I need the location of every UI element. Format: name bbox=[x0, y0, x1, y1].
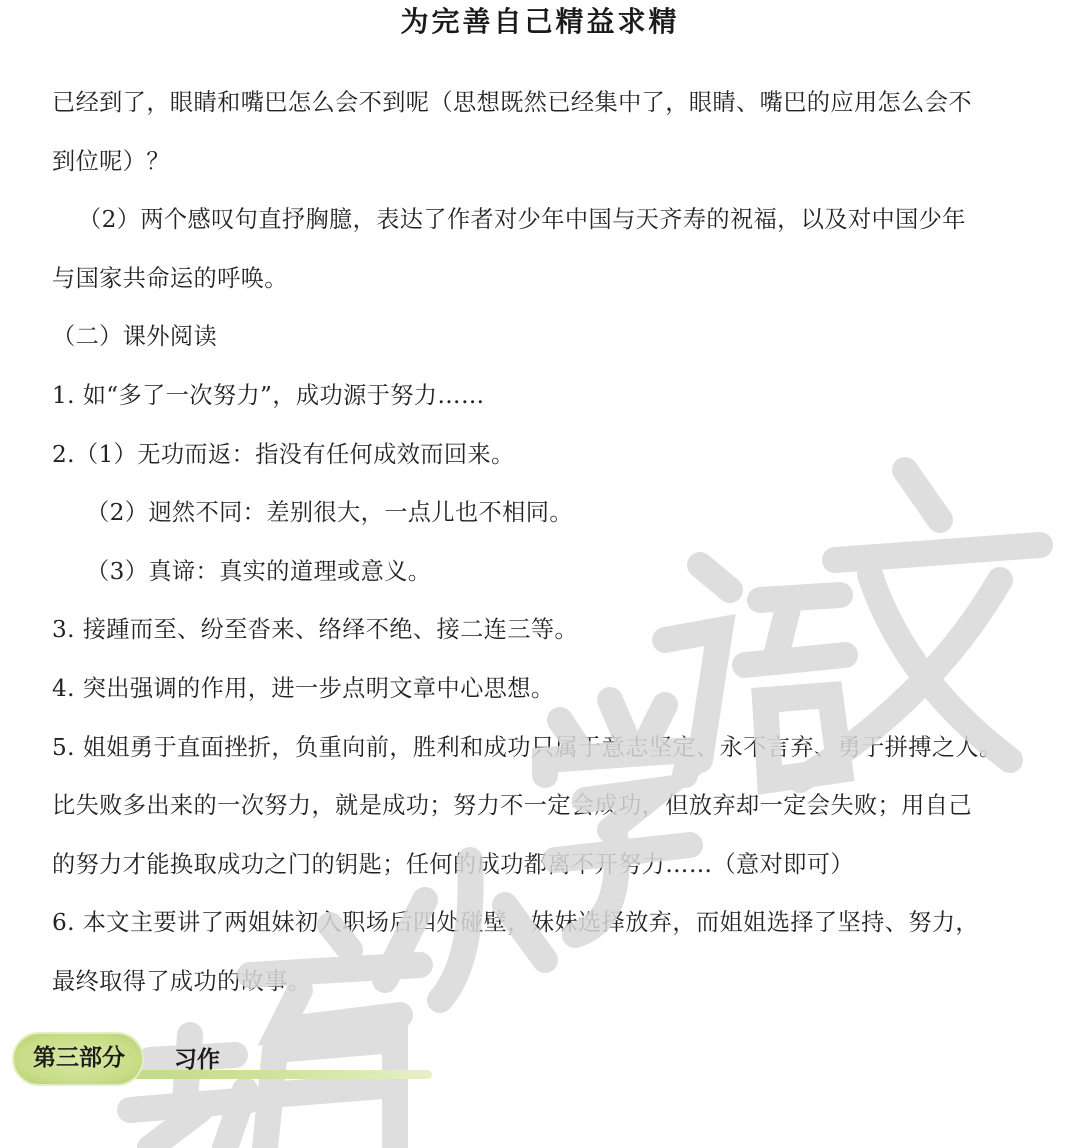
section-badge-label: 第三部分 bbox=[33, 1045, 125, 1071]
text-line: 最终取得了成功的故事。 bbox=[52, 967, 312, 995]
text-line: （2）两个感叹句直抒胸臆，表达了作者对少年中国与天齐寿的祝福，以及对中国少年 bbox=[78, 206, 966, 234]
answer-subitem: （2）迥然不同：差别很大，一点儿也不相同。 bbox=[86, 499, 573, 527]
answer-item-6: 6. 本文主要讲了两姐妹初入职场后四处碰壁，妹妹选择放弃，而姐姐选择了坚持、努力， bbox=[52, 909, 980, 937]
page-title: 为完善自己精益求精 bbox=[400, 5, 680, 38]
text-line: 到位呢）？ bbox=[52, 147, 170, 175]
text-line: 已经到了，眼睛和嘴巴怎么会不到呢（思想既然已经集中了，眼睛、嘴巴的应用怎么会不 bbox=[52, 89, 972, 116]
section-header bbox=[12, 1030, 432, 1092]
answer-item-4: 4. 突出强调的作用，进一步点明文章中心思想。 bbox=[52, 674, 555, 702]
text-line: 与国家共命运的呼唤。 bbox=[52, 264, 288, 292]
section-title: 习作 bbox=[174, 1047, 220, 1073]
answer-content bbox=[52, 74, 1064, 1012]
answer-item-2: 2.（1）无功而返：指没有任何成效而回来。 bbox=[52, 440, 515, 468]
answer-subitem: （3）真谛：真实的道理或意义。 bbox=[86, 557, 432, 585]
answer-item-5: 5. 姐姐勇于直面挫折，负重向前，胜利和成功只属于意志坚定、永不言弃、勇于拼搏之人。 bbox=[52, 733, 1003, 761]
section-subheading: （二）课外阅读 bbox=[52, 323, 218, 351]
text-line: 的努力才能换取成功之门的钥匙；任何的成功都离不开努力……（意对即可） bbox=[52, 850, 854, 878]
text-line: 比失败多出来的一次努力，就是成功；努力不一定会成功，但放弃却一定会失败；用自己 bbox=[52, 792, 972, 820]
answer-item-1: 1. 如“多了一次努力”，成功源于努力…… bbox=[52, 381, 485, 409]
answer-item-3: 3. 接踵而至、纷至沓来、络绎不绝、接二连三等。 bbox=[52, 616, 579, 644]
